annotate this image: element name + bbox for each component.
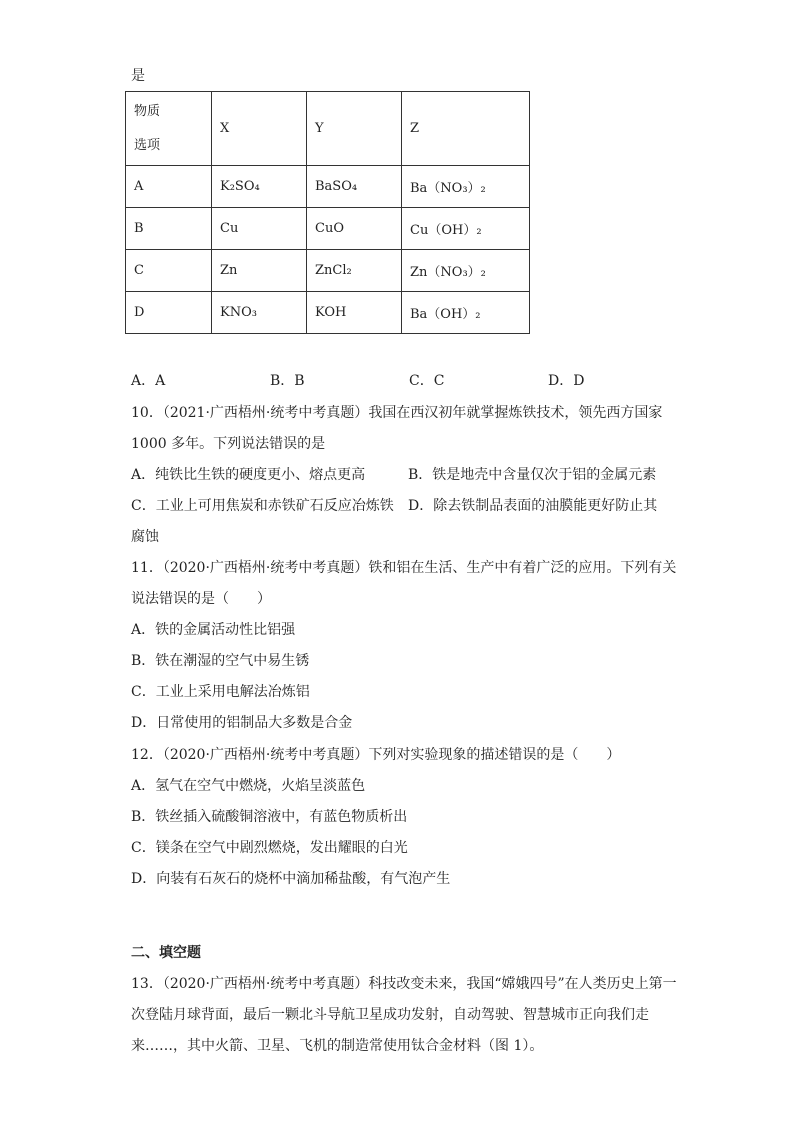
option-cell: D [126,292,212,334]
z-cell: Zn（NO₃）₂ [402,250,530,292]
option-cell: A [126,166,212,208]
x-cell: Cu [212,208,307,250]
q11-stem-line2: 说法错误的是（ ） [131,591,271,607]
table-row [126,250,530,292]
q13-line2: 次登陆月球背面，最后一颗北斗导航卫星成功发射，自动驾驶、智慧城市正向我们走 [131,1007,649,1023]
q10-choice-d-continued: 腐蚀 [131,529,159,545]
q10-stem-line2: 1000 多年。下列说法错误的是 [131,436,326,452]
q12-choice-b[interactable]: B．铁丝插入硫酸铜溶液中，有蓝色物质析出 [131,809,408,825]
table-header-row [126,92,530,166]
table-row [126,292,530,334]
y-cell: KOH [307,292,402,334]
x-cell: K₂SO₄ [212,166,307,208]
table-row [126,166,530,208]
q11-stem-line1: 11．（2020·广西梧州·统考中考真题）铁和铝在生活、生产中有着广泛的应用。下列有关 [131,560,677,576]
q12-stem: 12．（2020·广西梧州·统考中考真题）下列对实验现象的描述错误的是（ ） [131,747,621,763]
section-title-fill-in: 二、填空题 [131,945,201,961]
option-cell: C [126,250,212,292]
header-substance-label: 物质 [134,103,161,119]
header-cell-options [126,92,212,166]
y-cell: CuO [307,208,402,250]
z-cell: Cu（OH）₂ [402,208,530,250]
q10-choice-b[interactable]: B．铁是地壳中含量仅次于铝的金属元素 [408,467,657,483]
q11-choice-b[interactable]: B．铁在潮湿的空气中易生锈 [131,653,310,669]
q11-choice-a[interactable]: A．铁的金属活动性比铝强 [131,622,296,638]
y-cell: BaSO₄ [307,166,402,208]
z-cell: Ba（OH）₂ [402,292,530,334]
q12-choice-a[interactable]: A．氢气在空气中燃烧，火焰呈淡蓝色 [131,778,366,794]
y-cell: ZnCl₂ [307,250,402,292]
q10-choice-d[interactable]: D．除去铁制品表面的油膜能更好防止其 [408,498,658,514]
header-cell-x: X [212,92,307,166]
q13-line1: 13．（2020·广西梧州·统考中考真题）科技改变未来，我国“嫦娥四号”在人类历史上第一 [131,976,677,992]
q9-choice-a[interactable]: A．A [131,373,166,389]
q12-choice-d[interactable]: D．向装有石灰石的烧杯中滴加稀盐酸，有气泡产生 [131,871,451,887]
q13-line3: 来……，其中火箭、卫星、飞机的制造常使用钛合金材料（图 1）。 [131,1038,544,1054]
header-cell-z: Z [402,92,530,166]
q9-choice-b[interactable]: B．B [270,373,305,389]
q11-choice-c[interactable]: C．工业上采用电解法冶炼铝 [131,684,310,700]
table-row [126,208,530,250]
z-cell: Ba（NO₃）₂ [402,166,530,208]
q11-choice-d[interactable]: D．日常使用的铝制品大多数是合金 [131,715,353,731]
q10-stem-line1: 10．（2021·广西梧州·统考中考真题）我国在西汉初年就掌握炼铁技术，领先西方国家 [131,405,663,421]
q10-choice-c[interactable]: C．工业上可用焦炭和赤铁矿石反应冶炼铁 [131,498,394,514]
x-cell: KNO₃ [212,292,307,334]
question-9-stem-end: 是 [131,68,145,84]
q9-choice-c[interactable]: C．C [409,373,445,389]
header-cell-y: Y [307,92,402,166]
substance-options-table [125,91,530,334]
q10-choice-a[interactable]: A．纯铁比生铁的硬度更小、熔点更高 [131,467,366,483]
header-option-label: 选项 [134,137,161,153]
q9-choice-d[interactable]: D．D [548,373,585,389]
x-cell: Zn [212,250,307,292]
q12-choice-c[interactable]: C．镁条在空气中剧烈燃烧，发出耀眼的白光 [131,840,408,856]
option-cell: B [126,208,212,250]
